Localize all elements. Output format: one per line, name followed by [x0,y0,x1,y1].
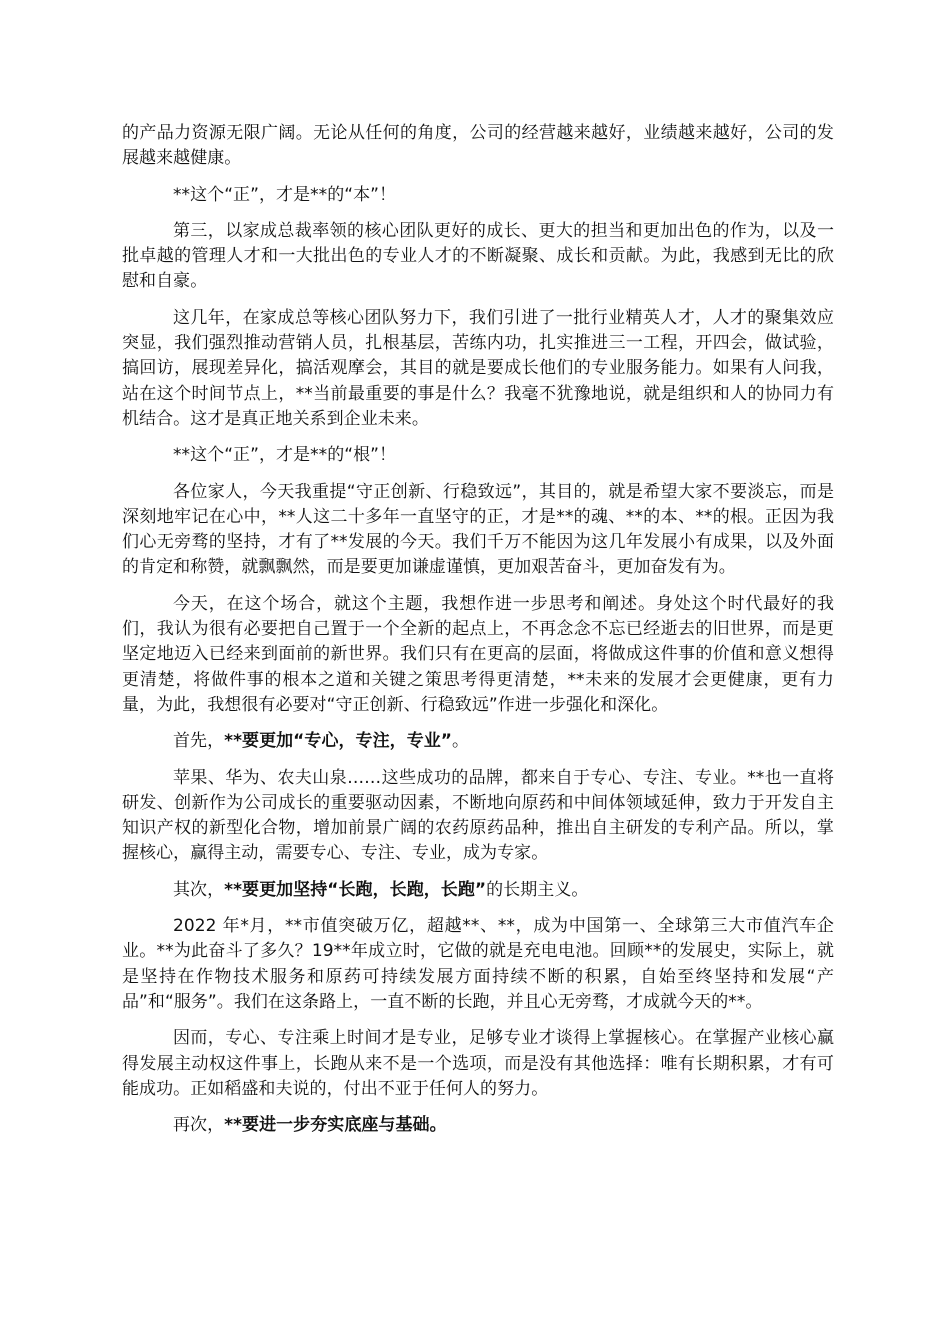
heading-bold: **要更加坚持“长跑，长跑，长跑” [224,879,487,900]
heading-tail: 的长期主义。 [486,879,589,900]
heading-lead: 其次， [173,879,225,900]
heading-tail: 。 [452,731,470,752]
paragraph-brands: 苹果、华为、农夫山泉……这些成功的品牌，都来自于专心、专注、专业。**也一直将研发、创新作为公司成长的重要驱动因素，不断地向原药和中间体领域延伸，致力于开发自主知识产权的新型化合物，增加前景广阔的农药原药品种，推出自主研发的专利产品。所以，掌握核心，赢得主动，需要专心、专注、专业，成为专家。 [122,767,834,864]
paragraph-root-statement: **这个“正”，才是**的“本”！ [173,184,397,205]
paragraph-talent: 这几年，在家成总等核心团队努力下，我们引进了一批行业精英人才，人才的聚集效应突显，我们强烈推动营销人员，扎根基层，苦练内功，扎实推进三一工程，开四会，做试验，搞回访，展现差异化，搞活观摩会，其目的就是要成长他们的专业服务能力。如果有人问我，站在这个时间节点上，**当前最重要的事是什么？我毫不犹豫地说，就是组织和人的协同力有机结合。这才是真正地关系到企业未来。 [122,307,834,429]
paragraph-first-heading [122,729,834,754]
paragraph-third-point: 第三，以家成总裁率领的核心团队更好的成长、更大的担当和更加出色的作为，以及一批卓越的管理人才和一大批出色的专业人才的不断凝聚、成长和贡献。为此，我感到无比的欣慰和自豪。 [122,220,834,292]
paragraph-2022: 2022 年*月，**市值突破万亿，超越**、**，成为中国第一、全球第三大市值汽车企业。**为此奋斗了多久？19**年成立时，它做的就是充电电池。回顾**的发展史，实际上，就是坚持在作物技术服务和原药可持续发展方面持续不断的积累，自始至终坚持和发展“产品”和“服务”。我们在这条路上，一直不断的长跑，并且心无旁骛，才成就今天的**。 [122,916,834,1012]
paragraph-continued: 的产品力资源无限广阔。无论从任何的角度，公司的经营越来越好，业绩越来越好，公司的发展越来越健康。 [122,123,834,169]
paragraph-second-heading [122,878,834,903]
paragraph-therefore: 因而，专心、专注乘上时间才是专业，足够专业才谈得上掌握核心。在掌握产业核心赢得发展主动权这件事上，长跑从来不是一个选项，而是没有其他选择：唯有长期积累，才有可能成功。正如稻盛和夫说的，付出不亚于任何人的努力。 [122,1028,834,1099]
paragraph-today-theme: 今天，在这个场合，就这个主题，我想作进一步思考和阐述。身处这个时代最好的我们，我认为很有必要把自己置于一个全新的起点上，不再念念不忘已经逝去的旧世界，而是更坚定地迈入已经来到面前的新世界。我们只有在更高的层面，将做成这件事的价值和意义想得更清楚，将做件事的根本之道和关键之策思考得更清楚，**未来的发展才会更健康，更有力量，为此，我想很有必要对“守正创新、行稳致远”作进一步强化和深化。 [122,593,834,715]
document-page [122,121,834,1149]
heading-bold: **要更加“专心，专注，专业” [224,731,453,752]
paragraph-family-address: 各位家人，今天我重提“守正创新、行稳致远”，其目的，就是希望大家不要淡忘，而是深刻地牢记在心中，**人这二十多年一直坚守的正，才是**的魂、**的本、**的根。正因为我们心无旁骛的坚持，才有了**发展的今天。我们千万不能因为这几年发展小有成果，以及外面的肯定和称赞，就飘飘然，而是要更加谦虚谨慎，更加艰苦奋斗，更加奋发有为。 [122,481,834,578]
heading-bold: **要进一步夯实底座与基础。 [224,1115,447,1136]
heading-lead: 再次， [173,1115,225,1136]
heading-lead: 首先， [173,731,225,752]
paragraph-third-heading [122,1113,834,1138]
paragraph-root-foundation: **这个“正”，才是**的“根”！ [173,445,397,466]
